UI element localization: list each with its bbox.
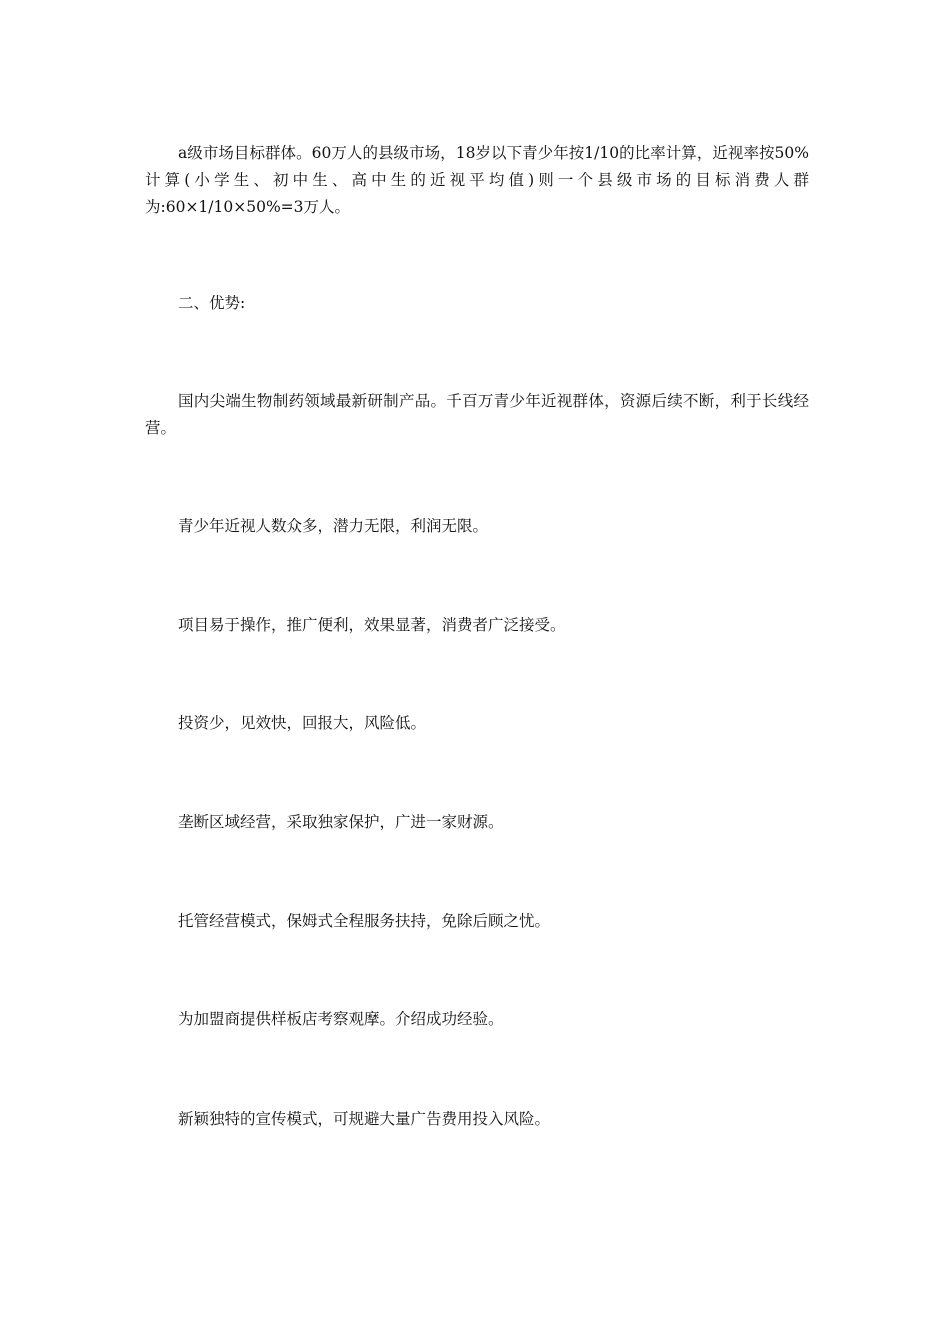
section-heading-advantages: 二、优势: bbox=[178, 294, 246, 312]
paragraph-advantage-4: 投资少，见效快，回报大，风险低。 bbox=[178, 714, 427, 732]
paragraph-advantage-5: 垄断区域经营，采取独家保护，广进一家财源。 bbox=[178, 813, 504, 831]
paragraph-advantage-8: 新颖独特的宣传模式，可规避大量广告费用投入风险。 bbox=[178, 1110, 551, 1128]
paragraph-advantage-7: 为加盟商提供样板店考察观摩。介绍成功经验。 bbox=[178, 1010, 504, 1028]
paragraph-advantage-2: 青少年近视人数众多，潜力无限，利润无限。 bbox=[178, 517, 489, 535]
paragraph-advantage-3: 项目易于操作，推广便利，效果显著，消费者广泛接受。 bbox=[178, 616, 566, 634]
paragraph-advantage-1: 国内尖端生物制药领域最新研制产品。千百万青少年近视群体，资源后续不断，利于长线经营。 bbox=[145, 392, 809, 437]
paragraph-target-market: a级市场目标群体。60万人的县级市场，18岁以下青少年按1/10的比率计算，近视率按50%计算(小学生、初中生、高中生的近视平均值)则一个县级市场的目标消费人群为:60×1/10×50%=3万人。 bbox=[145, 144, 809, 216]
paragraph-advantage-6: 托管经营模式，保姆式全程服务扶持，免除后顾之忧。 bbox=[178, 912, 551, 930]
